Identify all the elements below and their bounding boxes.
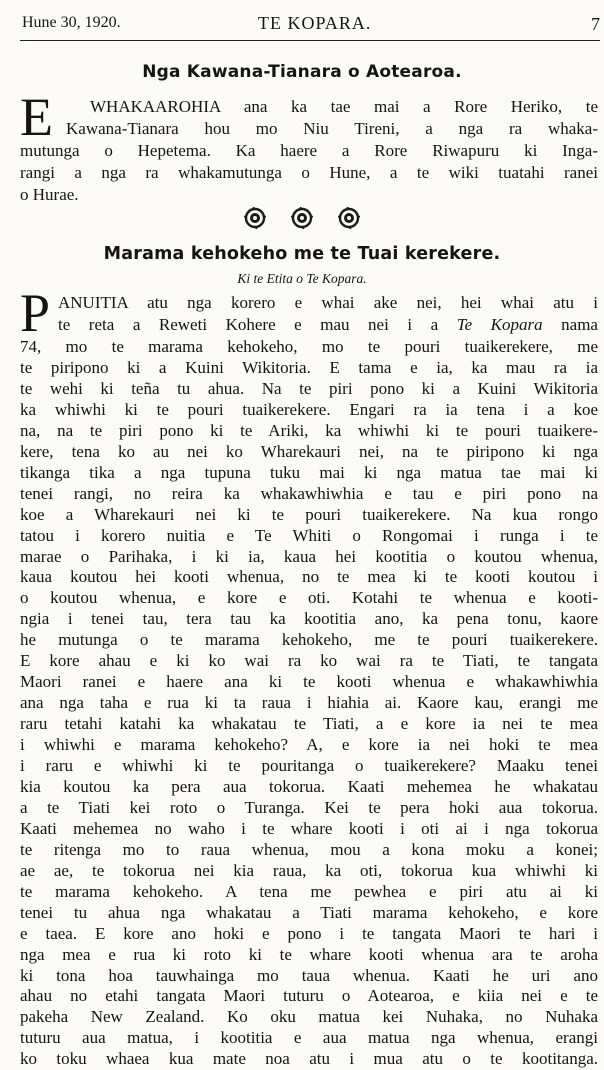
text-run: te reta a Reweti Kohere e mau nei i a: [58, 315, 457, 334]
article-heading: Nga Kawana-Tianara o Aotearoa.: [142, 62, 462, 82]
text-line: Maori ranei e haere ana ki te kooti whenua e whakawhiwhia: [20, 672, 598, 692]
text-line: koe a Wharekauri nei ki te pouri tuaikerekere. Na kua rongo: [20, 504, 598, 524]
text-line: he mutunga o te marama kehokeho, me te pouri tuaikerekere.: [20, 630, 598, 650]
text-line: Kaati mehemea no waho i te whare kooti i oti ai i nga tokorua: [20, 818, 598, 838]
text-line: ana nga taha e rua ki ta raua i hiahia ai. Kaore kau, erangi me: [20, 693, 598, 713]
text-line: WHAKAAROHIA ana ka tae mai a Rore Heriko, te: [90, 97, 598, 116]
text-line: ahau no etahi tangata Maori tuturu o Aotearoa, e kiia nei e te: [20, 986, 598, 1006]
text-line: te piripono ki a Kuini Wikitoria. E tama e ia, ka mau ra ia: [20, 357, 598, 377]
text-run: nama: [542, 315, 598, 334]
text-line: tuturu aua matua, i kootitia e aua matua nga whenua, erangi: [20, 1028, 598, 1048]
text-run: ANUITIA atu nga korero e whai ake nei, hei whai atu i: [58, 293, 598, 312]
text-line: tatou i korero nuitia e Te Whiti o Rongomai i runga i te: [20, 525, 598, 545]
fern-ornament-icon: [338, 207, 360, 229]
drop-cap: E: [20, 87, 53, 147]
text-line: ka whiwhi ki te pouri tuaikerekere. Engari ra ia tena i a koe: [20, 399, 598, 419]
text-line: 74, mo te marama kehokeho, mo te pouri tuaikerekere, me: [20, 337, 598, 356]
text-line: tenei rangi, no reira ka whakawhiwhia e tau e piri pono na: [20, 483, 598, 503]
text-line: tenei tu ahua nga whakatau a Tiati marama kehokeho, e kore: [20, 902, 598, 922]
text-line: nga mea e rua ki roto ki te whare kooti whenua ara te aroha: [20, 944, 598, 964]
text-line: te marama kehokeho. A tena me pewhea e piri atu ai ki: [20, 881, 598, 901]
text-line: mutunga o Hepetema. Ka haere a Rore Riwapuru ki Inga-: [20, 141, 598, 160]
text-line: a te Tiati kei roto o Turanga. Kei te pera hoki aua tokorua.: [20, 797, 598, 817]
drop-cap: P: [20, 283, 51, 343]
text-line: na, na te piri pono ki te Ariki, ka whiwhi ki te pouri tuaikere-: [20, 420, 598, 440]
ornament-divider: [0, 207, 604, 233]
publication-reference: Te Kopara: [456, 315, 543, 334]
fern-ornament-icon: [291, 207, 313, 229]
text-line: ki tona hoa tauwhainga mo taua whenua. Kaati he uri ano: [20, 965, 598, 985]
text-line: ngia i tenei tau, tera tau ka kootitia ano, ka pena tonu, kaore: [20, 609, 598, 629]
text-line: e taea. E kore ano hoki e pono i te tangata Maori te hari i: [20, 923, 598, 943]
text-line: rangi a nga ra whakamutunga o Hune, a te wiki tuatahi ranei: [20, 163, 598, 182]
text-line: kia koutou ka pera aua tokorua. Kaati mehemea he whakatau: [20, 776, 598, 796]
article-heading: Marama kehokeho me te Tuai kerekere.: [103, 244, 501, 264]
publication-title: TE KOPARA.: [258, 13, 372, 33]
text-line: tikanga tika a nga tupuna tuku mai ki nga matua tae mai ki: [20, 462, 598, 482]
text-line: i raru e whiwhi ki te pouritanga o tuaikerekere? Maaku tenei: [20, 756, 598, 775]
text-line: kaua koutou hei kooti whenua, no te mea ki te kooti koutou i: [20, 567, 598, 587]
text-line: ae ae, te tokorua nei kia raua, ka oti, tokorua kua whiwhi ki: [20, 860, 598, 880]
text-line: [58, 292, 598, 314]
fern-ornament-icon: [244, 207, 266, 229]
page-number: 7: [591, 14, 600, 34]
text-line: raru tetahi katahi ka whakatau te Tiati, a e kore ia nei te mea: [20, 714, 598, 734]
text-line: kere, tena ko au nei ko Wharekauri nei, na te piripono ki nga: [20, 441, 598, 461]
page-header: [20, 10, 602, 38]
text-line: o koutou whenua, e kore e oti. Kotahi te whenua e kooti-: [20, 588, 598, 608]
text-line: E kore ahau e ki ko wai ra ko wai ra te Tiati, te tangata: [20, 651, 598, 671]
text-line: pakeha New Zealand. Ko oku matua kei Nuhaka, no Nuhaka: [20, 1007, 598, 1027]
article-subheading: Ki te Etita o Te Kopara.: [237, 271, 367, 286]
issue-date: Hune 30, 1920.: [22, 14, 121, 31]
header-rule: [20, 40, 600, 41]
text-line: ko toku whaea kua mate noa atu i mua atu o te kootitanga.: [20, 1049, 598, 1069]
text-line: [58, 314, 598, 336]
text-line: marae o Parihaka, i ki ia, kaua hei kootitia o koutou whenua,: [20, 546, 598, 566]
text-line: o Hurae.: [20, 185, 79, 204]
text-line: te wehi ki teña tu ahua. Na te piri pono ki a Kuini Wikitoria: [20, 378, 598, 398]
text-line: i whiwhi e marama kehokeho? A, e kore ia nei hoki te mea: [20, 735, 598, 755]
text-line: te ritenga mo to raua whenua, mou a kona moku a konei;: [20, 839, 598, 859]
text-line: Kawana-Tianara hou mo Niu Tireni, a nga ra whaka-: [66, 119, 598, 138]
